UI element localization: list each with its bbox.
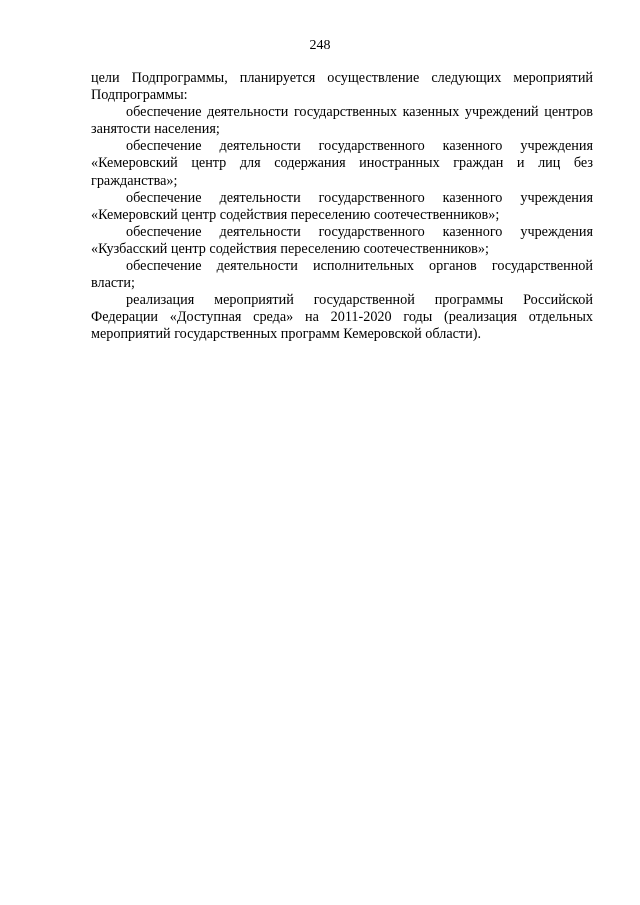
paragraph-executive-bodies: обеспечение деятельности исполнительных органов государственной власти;	[91, 258, 593, 292]
paragraph-employment-centers: обеспечение деятельности государственных казенных учреждений центров занятости населения;	[91, 104, 593, 138]
page-number: 248	[309, 38, 331, 53]
paragraph-kuzbass-resettlement-center: обеспечение деятельности государственного казенного учреждения «Кузбасский центр содействия переселению соотечественников»;	[91, 223, 593, 257]
document-body	[91, 70, 593, 344]
paragraph-kemerovo-resettlement-center: обеспечение деятельности государственного казенного учреждения «Кемеровский центр содействия переселению соотечественников»;	[91, 189, 593, 223]
paragraph-accessible-environment: реализация мероприятий государственной программы Российской Федерации «Доступная среда» на 2011-2020 годы (реализация отдельных мероприятий государственных программ Кемеровской области).	[91, 292, 593, 343]
paragraph-intro: цели Подпрограммы, планируется осуществление следующих мероприятий Подпрограммы:	[91, 70, 593, 104]
paragraph-foreign-citizens-center: обеспечение деятельности государственного казенного учреждения «Кемеровский центр для содержания иностранных граждан и лиц без гражданства»;	[91, 138, 593, 189]
